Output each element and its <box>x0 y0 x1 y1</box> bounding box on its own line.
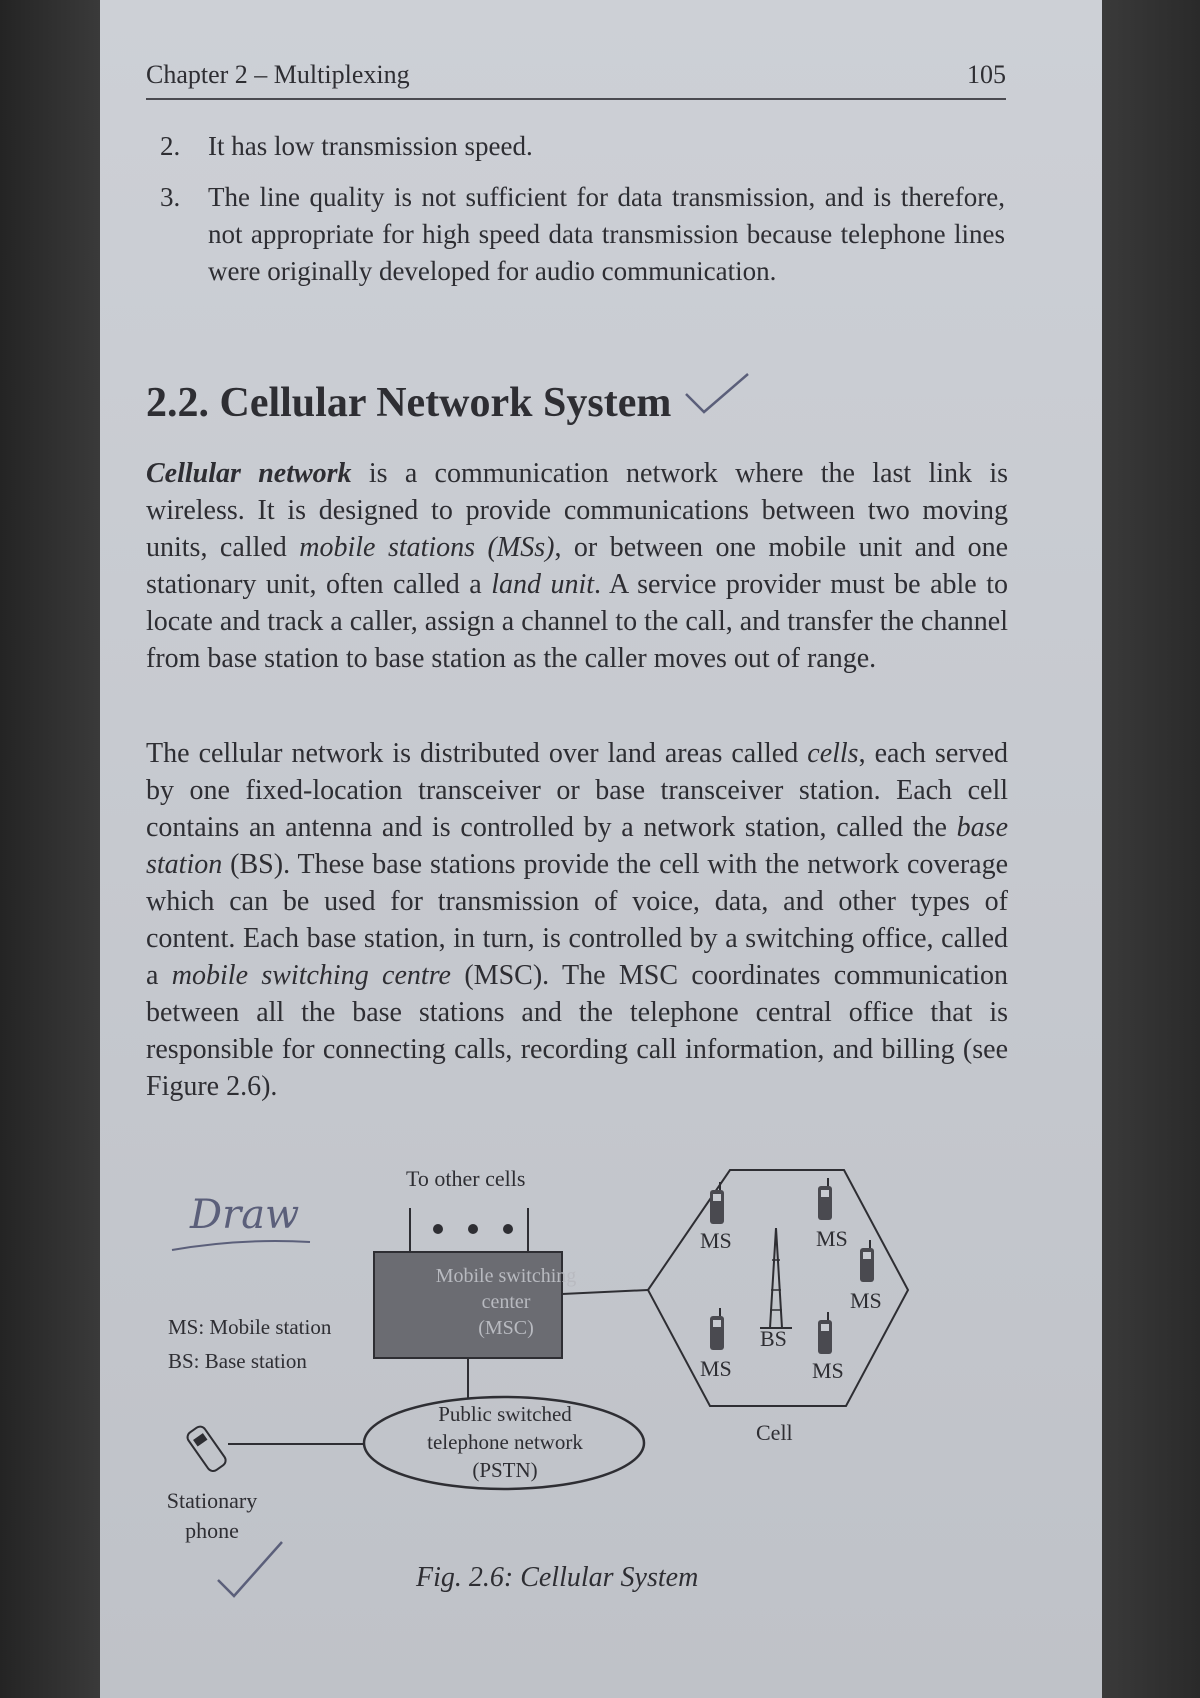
mobile-phone-icon <box>860 1240 874 1282</box>
book-page <box>100 0 1102 1698</box>
section-number: 2.2. <box>146 380 209 426</box>
pstn-label-line: (PSTN) <box>472 1458 538 1482</box>
list-number: 3. <box>160 182 181 212</box>
base-station-tower-icon <box>760 1228 792 1328</box>
section-heading <box>146 372 752 427</box>
label-to-other-cells: To other cells <box>406 1166 526 1191</box>
paragraph-cells <box>146 735 1008 1105</box>
legend-ms: MS: Mobile station <box>168 1315 332 1339</box>
stationary-phone-label <box>162 1486 262 1546</box>
msc-label <box>406 1263 606 1341</box>
list-number: 2. <box>160 131 181 161</box>
chapter-title: Chapter 2 – Multiplexing <box>146 60 410 89</box>
ms-label: MS <box>700 1356 732 1381</box>
checkmark-icon <box>218 1542 282 1596</box>
handwritten-note: Draw <box>190 1192 300 1238</box>
text-run: The cellular network is distributed over land areas called <box>146 738 808 769</box>
figure-legend <box>168 1310 331 1378</box>
ms-label: MS <box>850 1288 882 1313</box>
mobile-phone-icon <box>818 1178 832 1220</box>
text-run: , each served by one fixed-location transceiver or base transceiver station. Each cell contains an antenna and is controlled by a network station, called the <box>146 738 1008 843</box>
pstn-label-line: Public switched <box>438 1402 572 1426</box>
text-run: (BS). These base stations provide the cell with the network coverage which can be used for transmission of voice, data, and other types of content. Each base station, in turn, is controlled by a switching office, called a <box>146 849 1008 991</box>
ms-label: MS <box>812 1358 844 1383</box>
pstn-label <box>390 1400 620 1484</box>
stationary-phone-icon <box>185 1424 228 1473</box>
stationary-label-line: Stationary <box>166 1488 258 1513</box>
text-run: is a communication network where the last link is wireless. It is designed to provide communications between two moving units, called <box>146 458 1008 563</box>
term-mobile-switching-centre: mobile switching centre <box>171 960 451 991</box>
checkmark-icon <box>682 372 752 422</box>
background-left <box>0 0 100 1698</box>
msc-label-line: Mobile switching <box>435 1265 577 1287</box>
mobile-phone-icon <box>710 1308 724 1350</box>
page-number: 105 <box>967 60 1006 89</box>
text-run: (MSC). The MSC coordinates communication between all the base stations and the telephone central office that is responsible for connecting calls, recording call information, and billing (see Figure 2.6). <box>146 960 1008 1102</box>
text-run: , or between one mobile unit and one stationary unit, often called a <box>146 532 1009 600</box>
term-cells: cells <box>807 738 859 769</box>
msc-label-line: (MSC) <box>478 1317 534 1339</box>
term-base-station: base station <box>146 812 1008 880</box>
list-item <box>160 179 1005 290</box>
ms-label: MS <box>700 1228 732 1253</box>
cellular-system-figure <box>100 1150 1102 1620</box>
msc-label-line: center <box>481 1291 531 1313</box>
background-right <box>1102 0 1200 1698</box>
ms-label: MS <box>816 1226 848 1251</box>
legend-bs: BS: Base station <box>168 1349 307 1373</box>
list-item <box>160 128 1005 165</box>
stationary-label-line: phone <box>185 1518 239 1543</box>
section-title: Cellular Network System <box>219 380 672 426</box>
term-land-unit: land unit <box>491 569 595 600</box>
pstn-label-line: telephone network <box>427 1430 583 1454</box>
paragraph-cellular-network <box>146 455 1008 677</box>
term-cellular-network: Cellular network <box>146 458 352 489</box>
list-text: It has low transmission speed. <box>208 131 533 161</box>
figure-caption: Fig. 2.6: Cellular System <box>416 1562 699 1593</box>
term-mobile-stations: mobile stations (MSs) <box>299 532 555 563</box>
text-run: . A service provider must be able to locate and track a caller, assign a channel to the call, and transfer the channel from base station to base station as the caller moves out of range. <box>146 569 1008 674</box>
cell-label: Cell <box>756 1420 793 1445</box>
running-head <box>146 58 1006 100</box>
disadvantage-list <box>160 128 1005 304</box>
bs-label: BS <box>760 1326 787 1351</box>
mobile-phone-icon <box>818 1312 832 1354</box>
list-text: The line quality is not sufficient for data transmission, and is therefore, not appropriate for high speed data transmission because telephone lines were originally developed for audio communication. <box>208 182 1005 286</box>
